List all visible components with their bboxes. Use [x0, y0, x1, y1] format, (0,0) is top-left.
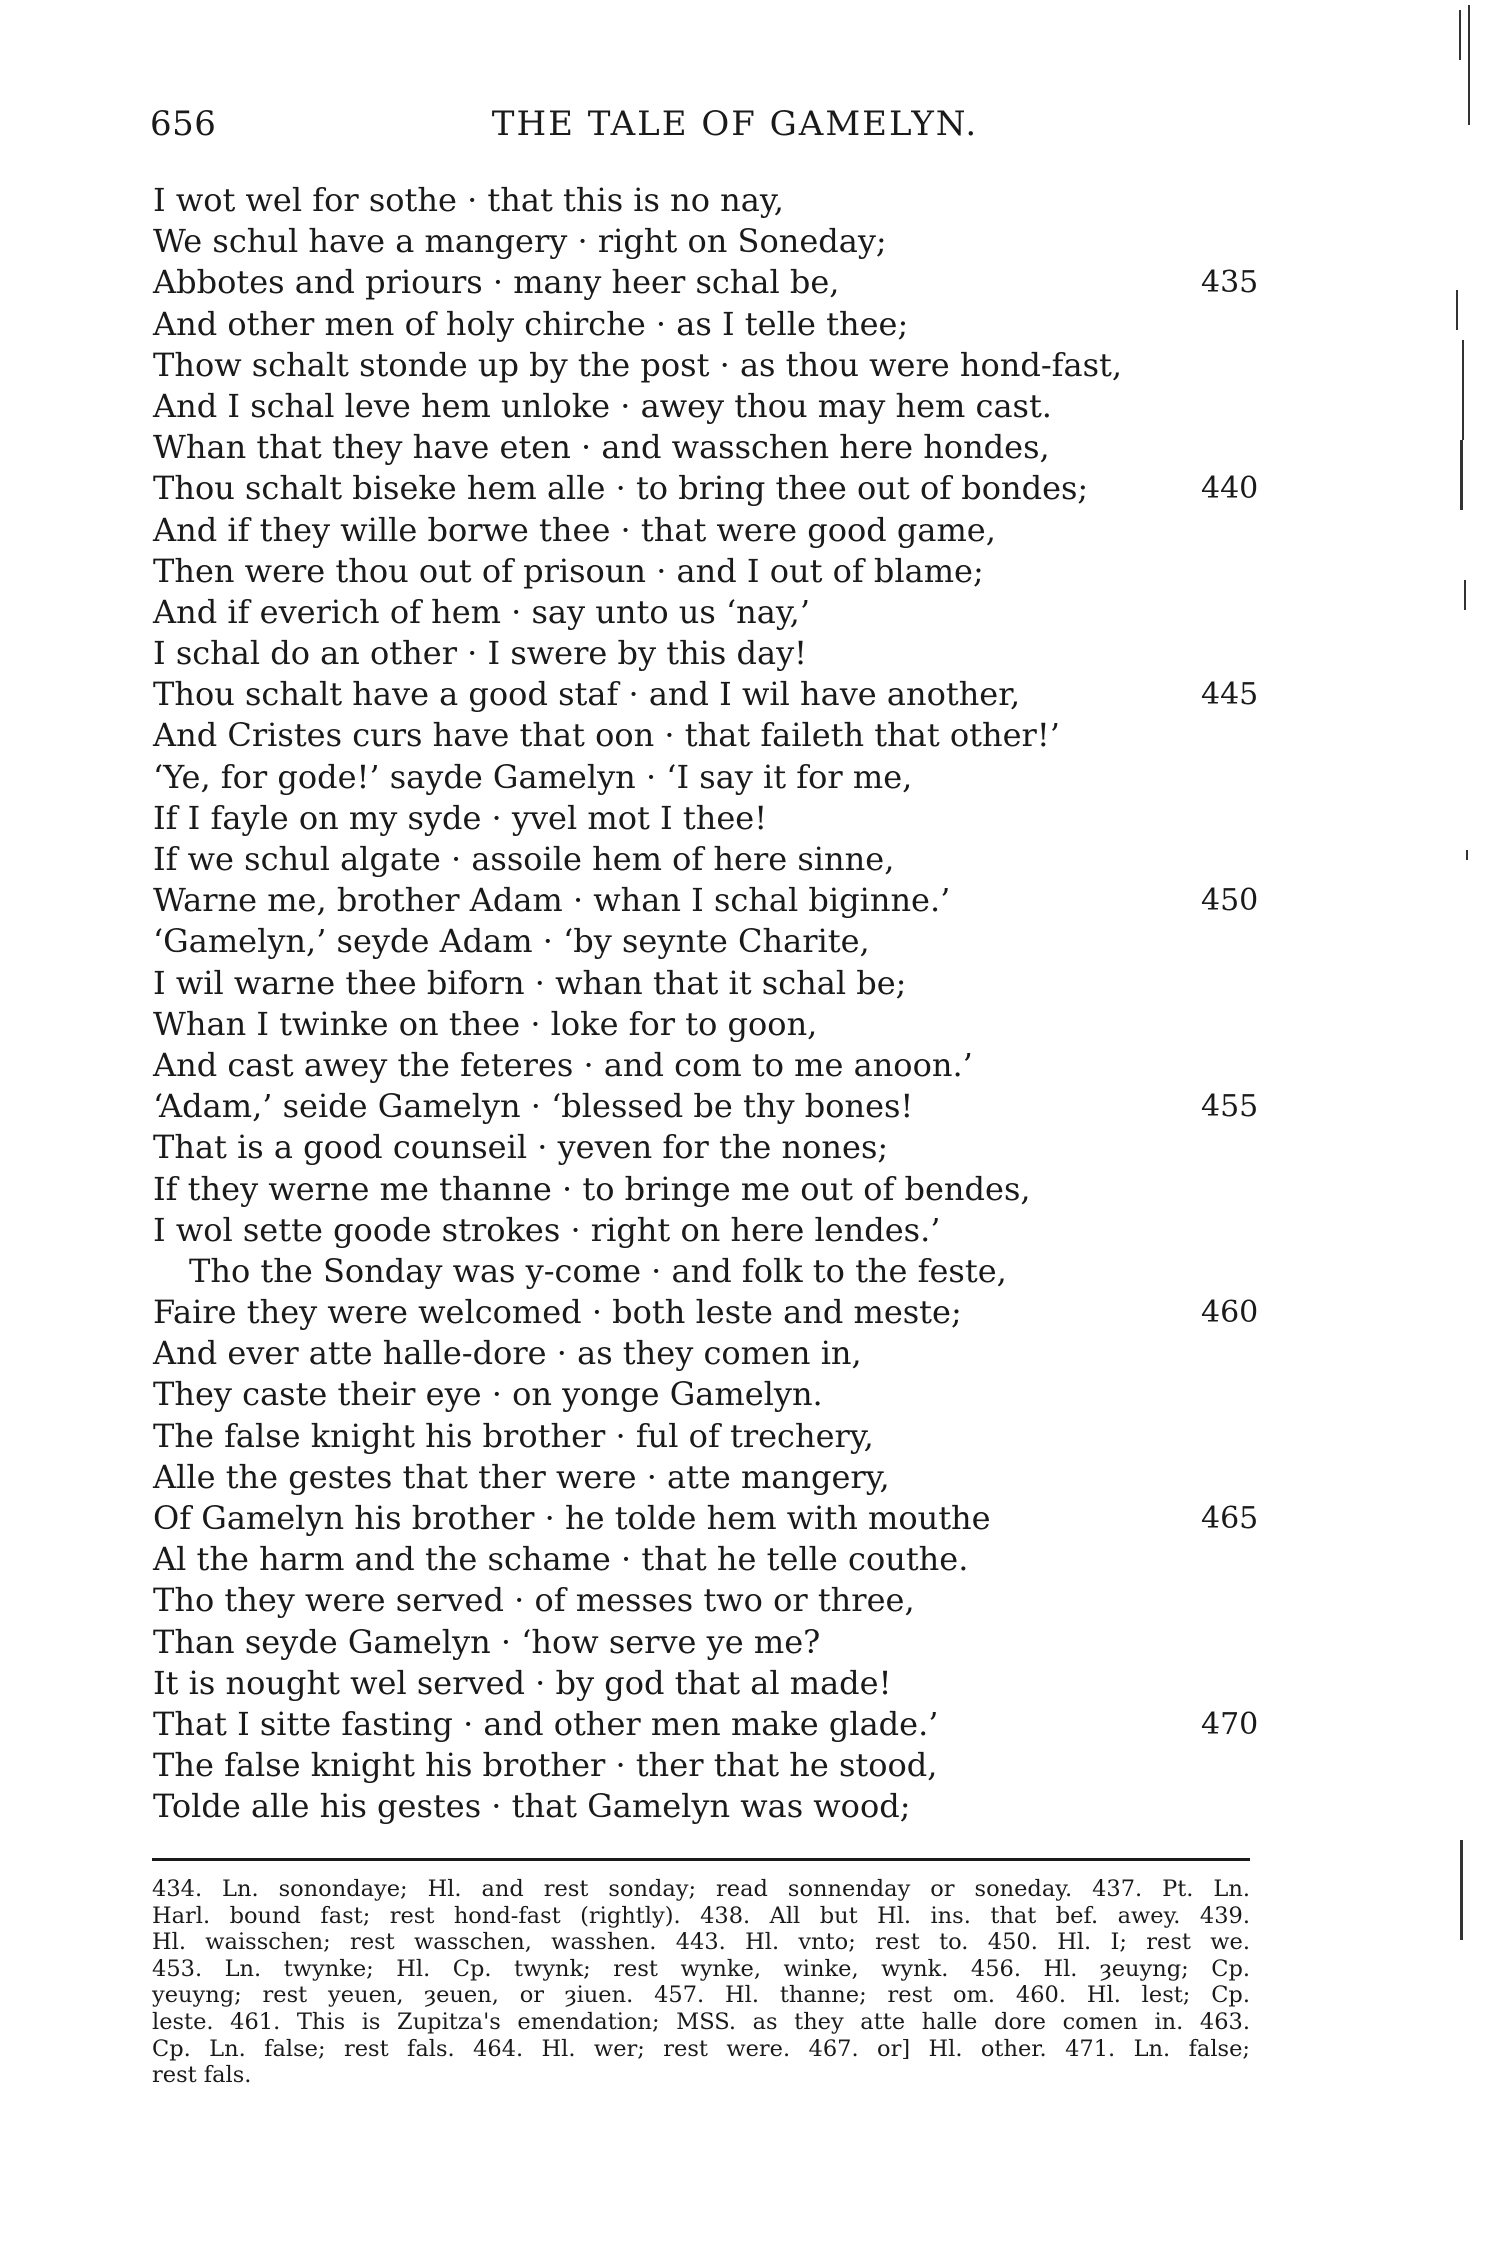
poem-line — [153, 262, 1293, 303]
line-number: 460 — [1201, 1295, 1259, 1331]
poem-line — [153, 1457, 1293, 1498]
poem-line-text: It is nought wel served · by god that al made! — [153, 1663, 892, 1702]
poem-line — [153, 1169, 1293, 1210]
poem-line — [153, 1251, 1293, 1292]
poem-line — [153, 180, 1293, 221]
scan-edge-marks — [1434, 0, 1494, 2267]
line-number: 470 — [1201, 1706, 1259, 1742]
poem-line — [153, 304, 1293, 345]
poem-line-text: We schul have a mangery · right on Soneday; — [153, 222, 887, 261]
poem-line-text: And Cristes curs have that oon · that faileth that other!’ — [153, 716, 1060, 755]
poem-line-text: ‘Adam,’ seide Gamelyn · ‘blessed be thy bones! — [153, 1087, 914, 1126]
poem-line — [153, 1374, 1293, 1415]
poem-line-text: Tolde alle his gestes · that Gamelyn was wood; — [153, 1787, 911, 1826]
poem-line-text: Whan that they have eten · and wasschen here hondes, — [153, 428, 1050, 467]
poem-line-text: Alle the gestes that ther were · atte mangery, — [153, 1457, 890, 1496]
poem-line-text: And I schal leve hem unloke · awey thou may hem cast. — [153, 386, 1052, 425]
poem-line-text: Al the harm and the schame · that he telle couthe. — [153, 1540, 969, 1579]
poem-line-text: I wol sette goode strokes · right on here lendes.’ — [153, 1210, 941, 1249]
poem-line-text: Of Gamelyn his brother · he tolde hem with mouthe — [153, 1499, 991, 1537]
poem-line-text: Then were thou out of prisoun · and I out of blame; — [153, 551, 984, 590]
footnote-line: Hl. waisschen; rest wasschen, wasshen. 443. Hl. vnto; rest to. 450. Hl. I; rest we. — [152, 1929, 1250, 1956]
poem-line-text: If I fayle on my syde · yvel mot I thee! — [153, 798, 768, 837]
line-number: 450 — [1201, 883, 1259, 919]
poem-line-text: Warne me, brother Adam · whan I schal biginne.’ — [153, 881, 951, 920]
poem-line — [153, 386, 1293, 427]
running-title: THE TALE OF GAMELYN. — [491, 104, 979, 144]
footnote-line: Harl. bound fast; rest hond-fast (rightly). 438. All but Hl. ins. that bef. awey. 439. — [152, 1902, 1250, 1929]
footnote-line: leste. 461. This is Zupitza's emendation; MSS. as they atte halle dore comen in. 463. — [152, 2008, 1250, 2035]
poem-line — [153, 1004, 1293, 1045]
footnote-divider — [152, 1858, 1250, 1861]
poem-line-text: The false knight his brother · ful of trechery, — [153, 1416, 874, 1455]
poem-line — [153, 468, 1293, 509]
footnote-line: 434. Ln. sonondaye; Hl. and rest sonday; read sonnenday or soneday. 437. Pt. Ln. — [152, 1876, 1250, 1902]
line-number: 445 — [1201, 677, 1259, 713]
poem-line-text: I schal do an other · I swere by this day! — [153, 634, 808, 673]
poem-line-text: If we schul algate · assoile hem of here sinne, — [153, 840, 895, 878]
poem-line — [153, 674, 1293, 715]
poem-line — [153, 551, 1293, 592]
footnote-line: 453. Ln. twynke; Hl. Cp. twynk; rest wynke, winke, wynk. 456. Hl. ȝeuyng; Cp. — [152, 1955, 1250, 1982]
poem-line — [153, 427, 1293, 468]
poem-line-text: And if they wille borwe thee · that were good game, — [153, 510, 996, 549]
poem-line-text: Tho they were served · of messes two or three, — [153, 1581, 915, 1620]
poem-line — [153, 1127, 1293, 1168]
footnotes — [152, 1876, 1250, 2089]
poem-line — [153, 1622, 1293, 1663]
poem-line-text: Whan I twinke on thee · loke for to goon, — [153, 1004, 818, 1043]
page-header — [150, 104, 1260, 154]
footnote-line: yeuyng; rest yeuen, ȝeuen, or ȝiuen. 457. Hl. thanne; rest om. 460. Hl. lest; Cp. — [152, 1982, 1250, 2009]
poem-line — [153, 1663, 1293, 1704]
poem-line-text: And ever atte halle-dore · as they comen in, — [153, 1334, 862, 1373]
poem-line-text: ‘Gamelyn,’ seyde Adam · ‘by seynte Charite, — [153, 922, 870, 961]
poem-line-text: Faire they were welcomed · both leste and meste; — [153, 1293, 962, 1332]
poem-line — [153, 1786, 1293, 1827]
poem-line — [153, 1580, 1293, 1621]
poem-line — [153, 921, 1293, 962]
poem-line — [153, 1416, 1293, 1457]
poem-line-text: Than seyde Gamelyn · ‘how serve ye me? — [153, 1622, 821, 1661]
poem-line-text: That I sitte fasting · and other men make glade.’ — [153, 1704, 939, 1743]
poem-line — [153, 880, 1293, 921]
poem-line-text: Thou schalt have a good staf · and I wil have another, — [153, 675, 1021, 714]
poem-line-text: And other men of holy chirche · as I telle thee; — [153, 304, 909, 343]
poem-line — [153, 1086, 1293, 1127]
poem-line-text: Thou schalt biseke hem alle · to bring thee out of bondes; — [153, 469, 1089, 508]
poem-line-text: And if everich of hem · say unto us ‘nay,’ — [153, 592, 810, 631]
poem-line-text: Thow schalt stonde up by the post · as thou were hond-fast, — [153, 345, 1123, 384]
poem-line — [153, 1292, 1293, 1333]
poem-line — [153, 715, 1293, 756]
poem-line — [153, 1745, 1293, 1786]
page-number: 656 — [150, 104, 217, 144]
poem-line — [153, 592, 1293, 633]
poem-line — [153, 963, 1293, 1004]
line-number: 455 — [1201, 1089, 1259, 1125]
poem-line-text: If they werne me thanne · to bringe me out of bendes, — [153, 1169, 1031, 1208]
poem-line — [153, 221, 1293, 262]
poem-line-text: They caste their eye · on yonge Gamelyn. — [153, 1375, 823, 1414]
poem-line-text: ‘Ye, for gode!’ sayde Gamelyn · ‘I say it for me, — [153, 757, 913, 796]
line-number: 440 — [1201, 471, 1259, 507]
poem-line — [153, 1045, 1293, 1086]
poem-line — [153, 1539, 1293, 1580]
poem-text — [153, 180, 1293, 1828]
poem-line — [153, 1498, 1293, 1539]
poem-line — [153, 839, 1293, 880]
poem-line — [153, 798, 1293, 839]
poem-line — [153, 757, 1293, 798]
poem-line-text: And cast awey the feteres · and com to me anoon.’ — [153, 1045, 973, 1084]
poem-line-text: Abbotes and priours · many heer schal be, — [153, 263, 840, 302]
poem-line-text: I wot wel for sothe · that this is no nay, — [153, 181, 784, 219]
footnote-line: Cp. Ln. false; rest fals. 464. Hl. wer; rest were. 467. or] Hl. other. 471. Ln. false; — [152, 2035, 1250, 2062]
line-number: 465 — [1201, 1501, 1259, 1536]
poem-line — [153, 1210, 1293, 1251]
poem-line-text: That is a good counseil · yeven for the nones; — [153, 1128, 889, 1167]
footnote-line: rest fals. — [152, 2062, 252, 2089]
poem-line — [153, 1704, 1293, 1745]
poem-line — [153, 1333, 1293, 1374]
poem-line-text: Tho the Sonday was y-come · and folk to the feste, — [189, 1251, 1007, 1290]
poem-line — [153, 633, 1293, 674]
line-number: 435 — [1201, 265, 1259, 301]
poem-line — [153, 345, 1293, 386]
poem-line-text: I wil warne thee biforn · whan that it schal be; — [153, 963, 907, 1002]
poem-line — [153, 510, 1293, 551]
poem-line-text: The false knight his brother · ther that he stood, — [153, 1746, 938, 1785]
